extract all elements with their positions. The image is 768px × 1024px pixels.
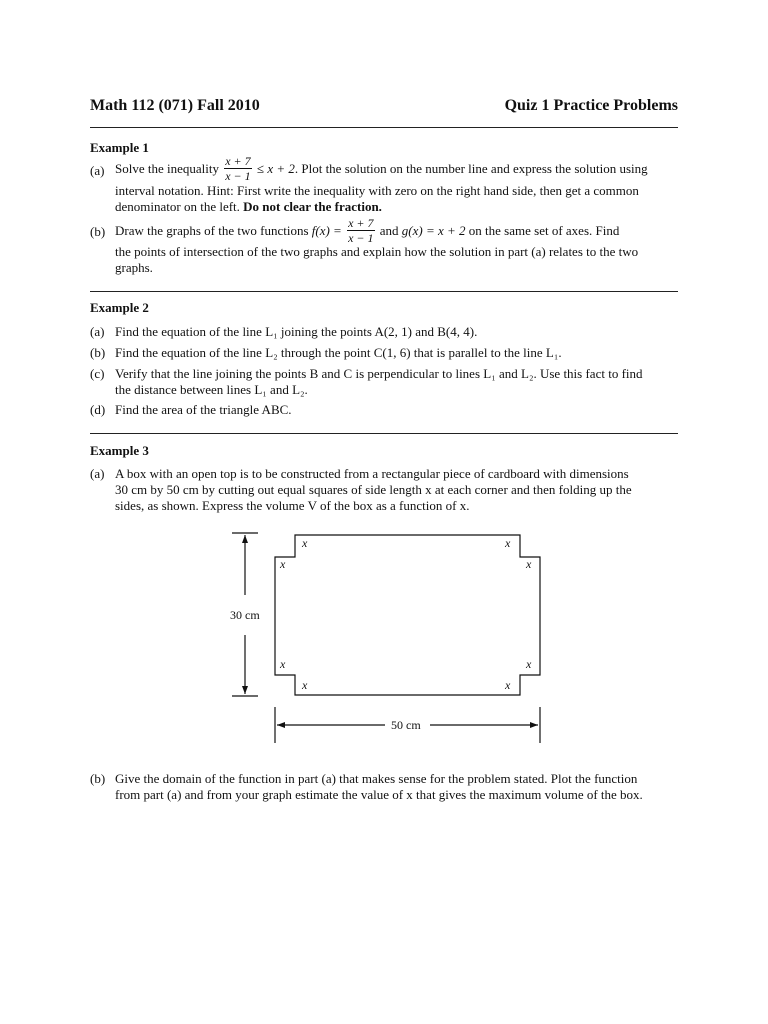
example3-part-a: (a) A box with an open top is to be constructed from a rectangular piece of cardboard with dimensions 30 cm by 50 cm by cutting out equal squares of side length x at each corner and then folding up the sides, as shown. Express the volume V of the box as a function of x. (90, 466, 632, 513)
example2-part-b: (b) Find the equation of the line L₂ through the point C(1, 6) that is parallel to the line L₁. (90, 345, 562, 360)
example1-title: Example 1 (90, 140, 149, 155)
corner-label-x: x (280, 657, 286, 671)
example2-part-d: (d) Find the area of the triangle ABC. (90, 402, 292, 417)
section-rule (90, 291, 678, 292)
cardboard-diagram (220, 525, 560, 750)
part-b-line1: Draw the graphs of the two functions f(x) = $\frac{x + 7}{x - 1}$ and g(x) = x + 2 on the same set of axes. Find (115, 215, 620, 245)
width-label: 50 cm (391, 718, 421, 732)
corner-label-x: x (280, 557, 286, 571)
corner-label-x: x (505, 678, 511, 692)
header-rule (90, 127, 678, 128)
example2-part-a: (a) Find the equation of the line L₁ joining the points A(2, 1) and B(4, 4). (90, 324, 478, 339)
example2-title: Example 2 (90, 300, 149, 315)
quiz-title: Quiz 1 Practice Problems (504, 97, 678, 114)
part-a-line2: interval notation. Hint: First write the inequality with zero on the right hand side, then get a common (115, 183, 639, 198)
example1-part-a (90, 155, 680, 215)
arrowhead-left (277, 722, 285, 728)
example2-part-c: (c) Verify that the line joining the points B and C is perpendicular to lines L₁ and L₂. Use this fact to find the distance between lines L₁ and L₂. (90, 366, 643, 397)
corner-label-x: x (526, 657, 532, 671)
corner-label-x: x (526, 557, 532, 571)
part-label: (b) (90, 224, 106, 239)
example3-title: Example 3 (90, 443, 149, 458)
example1-part-b (90, 215, 680, 278)
height-label: 30 cm (230, 608, 260, 622)
corner-label-x: x (302, 678, 308, 692)
part-a-line3: denominator on the left. Do not clear the fraction. (115, 199, 382, 214)
example3-part-b: (b) Give the domain of the function in part (a) that makes sense for the problem stated. Plot the function from part (a) and from your graph estimate the value of x that gives the maximum volume of the box. (90, 771, 643, 802)
section-rule (90, 433, 678, 434)
course-title: Math 112 (071) Fall 2010 (90, 97, 260, 114)
corner-label-x: x (302, 536, 308, 550)
cardboard-outline (275, 535, 540, 695)
part-b-line3: graphs. (115, 260, 153, 275)
page-header (90, 97, 678, 119)
part-label: (a) (90, 163, 105, 178)
arrowhead-right (530, 722, 538, 728)
fraction: $\frac{x + 7}{x - 1}$ (348, 215, 374, 245)
part-b-line2: the points of intersection of the two graphs and explain how the solution in part (a) relates to the two (115, 244, 639, 259)
arrowhead-down (242, 686, 248, 694)
arrowhead-up (242, 535, 248, 543)
corner-label-x: x (505, 536, 511, 550)
part-a-line1: Solve the inequality $\frac{x + 7}{x - 1}$ ≤ x + 2. Plot the solution on the number line and express the solution using (115, 153, 648, 183)
fraction: $\frac{x + 7}{x - 1}$ (225, 153, 251, 183)
